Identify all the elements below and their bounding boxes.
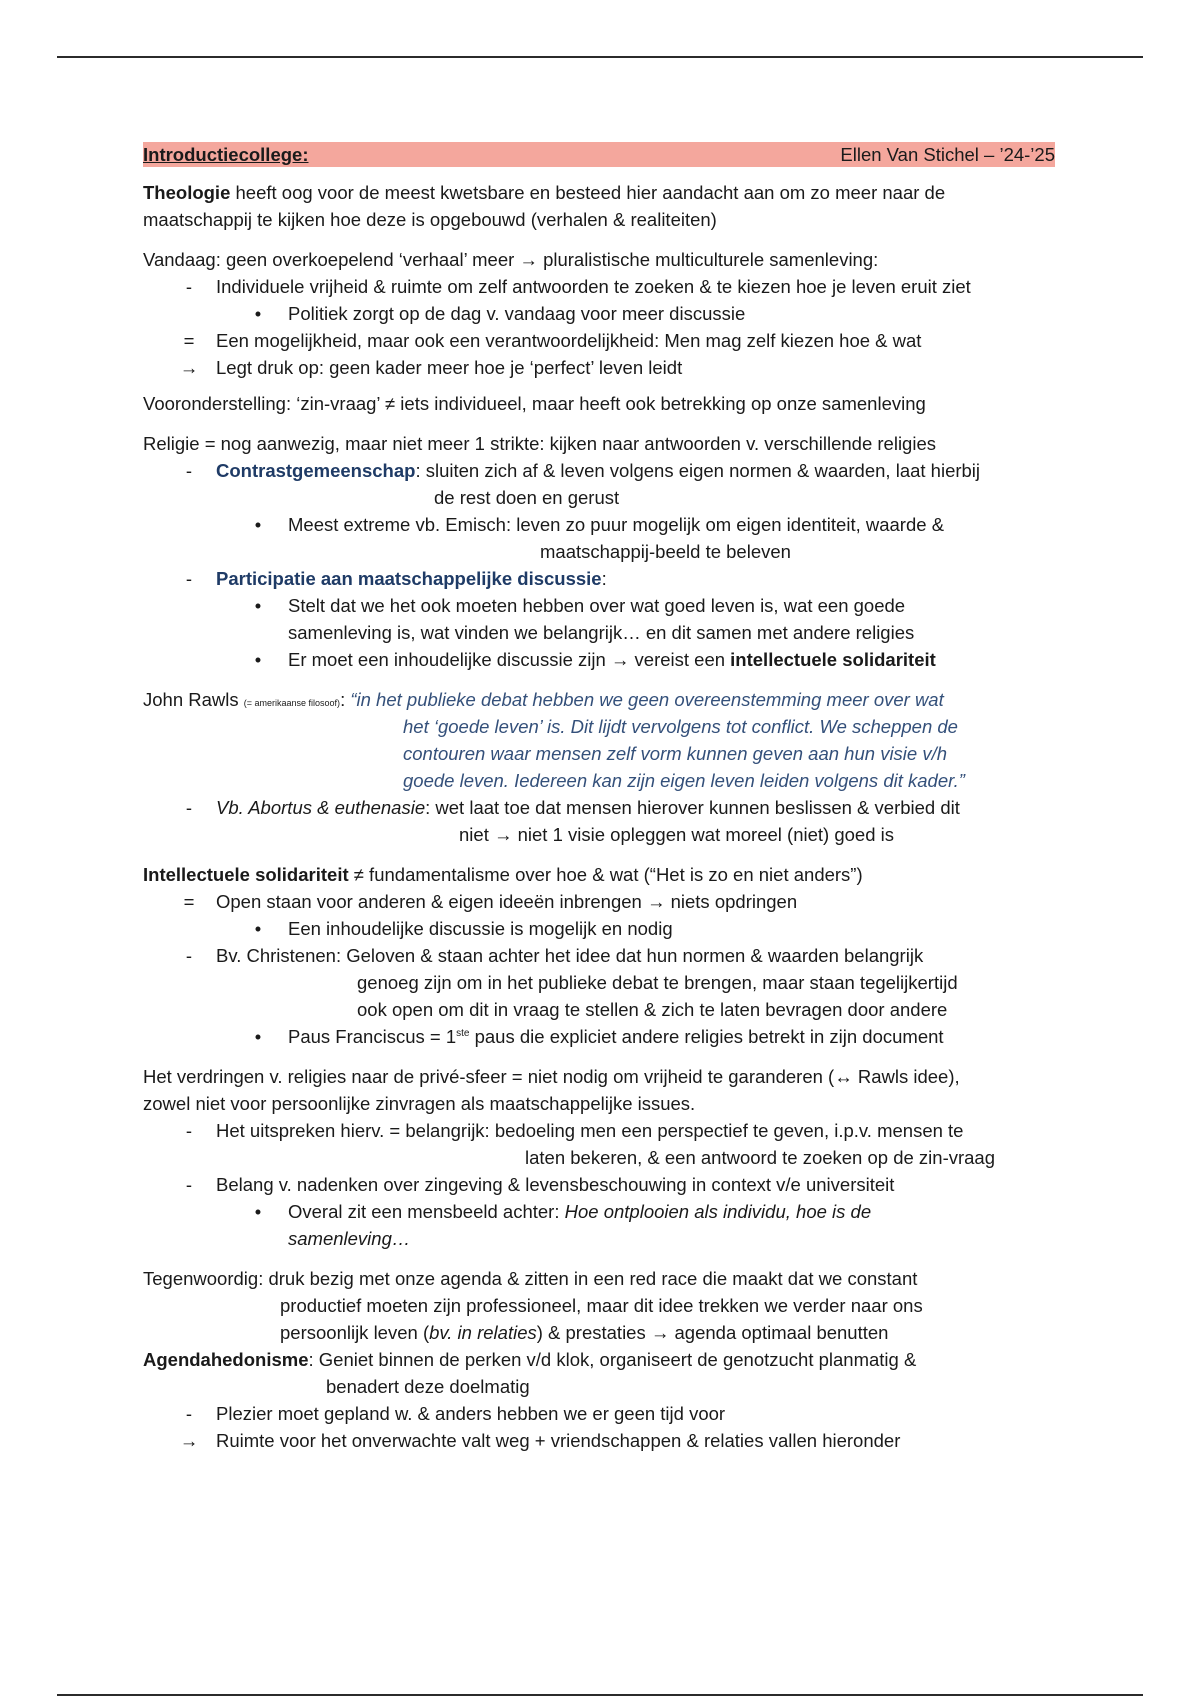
bullet-icon: • xyxy=(254,514,262,535)
paragraph-private-sphere: Het verdringen v. religies naar de privé-sfeer = niet nodig om vrijheid te garanderen (↔ Rawls idee), xyxy=(143,1066,960,1087)
bullet-icon: • xyxy=(254,918,262,939)
paragraph-religion: Religie = nog aanwezig, maar niet meer 1 strikte: kijken naar antwoorden v. verschillende religies xyxy=(143,433,936,454)
paragraph-agenda-line3: persoonlijk leven (bv. in relaties) & prestaties → agenda optimaal benutten xyxy=(280,1322,889,1343)
equals-marker: = xyxy=(183,330,195,351)
arrow-icon: → xyxy=(179,1430,199,1451)
bullet-icon: • xyxy=(254,1201,262,1222)
sub-list-item: • Overal zit een mensbeeld achter: Hoe ontplooien als individu, hoe is de xyxy=(143,1198,1055,1225)
dash-marker: - xyxy=(185,568,193,589)
sub-list-item: • Een inhoudelijke discussie is mogelijk en nodig xyxy=(143,915,1055,942)
top-rule xyxy=(57,56,1143,58)
list-item-continuation: niet → niet 1 visie opleggen wat moreel (niet) goed is xyxy=(459,824,894,845)
list-item: - Bv. Christenen: Geloven & staan achter het idee dat hun normen & waarden belangrijk xyxy=(143,942,1055,969)
dash-marker: - xyxy=(185,1174,193,1195)
sub-list-item: • Stelt dat we het ook moeten hebben over wat goed leven is, wat een goede xyxy=(143,592,1055,619)
bullet-icon: • xyxy=(254,649,262,670)
list-item: → Ruimte voor het onverwachte valt weg + vriendschappen & relaties vallen hieronder xyxy=(143,1427,1055,1454)
paragraph-theology: Theologie heeft oog voor de meest kwetsbare en besteed hier aandacht aan om zo meer naar de xyxy=(143,182,946,203)
arrow-icon: → xyxy=(179,357,199,378)
list-item: = Open staan voor anderen & eigen ideeën inbrengen → niets opdringen xyxy=(143,888,1055,915)
paragraph-assumption: Vooronderstelling: ‘zin-vraag’ ≠ iets individueel, maar heeft ook betrekking op onze samenleving xyxy=(143,393,926,414)
sub-list-item: • Meest extreme vb. Emisch: leven zo puur mogelijk om eigen identiteit, waarde & xyxy=(143,511,1055,538)
dash-marker: - xyxy=(185,1120,193,1141)
bullet-icon: • xyxy=(254,595,262,616)
list-item-continuation: ook open om dit in vraag te stellen & zich te laten bevragen door andere xyxy=(357,999,948,1020)
document-page xyxy=(143,142,1055,1454)
paragraph-theology-line2: maatschappij te kijken hoe deze is opgebouwd (verhalen & realiteiten) xyxy=(143,209,717,230)
sub-list-item-continuation: samenleving is, wat vinden we belangrijk… en dit samen met andere religies xyxy=(288,622,915,643)
list-item: - Plezier moet gepland w. & anders hebben we er geen tijd voor xyxy=(143,1400,1055,1427)
dash-marker: - xyxy=(185,945,193,966)
bottom-rule xyxy=(57,1694,1143,1696)
rawls-quote-line2: het ‘goede leven’ is. Dit lijdt vervolgens tot conflict. We scheppen de xyxy=(403,716,958,737)
sub-list-item: • Politiek zorgt op de dag v. vandaag voor meer discussie xyxy=(143,300,1055,327)
document-header xyxy=(143,142,1055,167)
bullet-icon: • xyxy=(254,303,262,324)
list-item: - Individuele vrijheid & ruimte om zelf antwoorden te zoeken & te kiezen hoe je leven eruit ziet xyxy=(143,273,1055,300)
paragraph-solidarity: Intellectuele solidariteit ≠ fundamentalisme over hoe & wat (“Het is zo en niet anders”) xyxy=(143,864,863,885)
list-item: → Legt druk op: geen kader meer hoe je ‘perfect’ leven leidt xyxy=(143,354,1055,381)
author-course-year: Ellen Van Stichel – ’24-’25 xyxy=(840,144,1055,165)
rawls-quote-line4: goede leven. Iedereen kan zijn eigen leven leiden volgens dit kader.” xyxy=(403,770,965,791)
paragraph-today: Vandaag: geen overkoepelend ‘verhaal’ meer → pluralistische multiculturele samenleving: xyxy=(143,249,879,270)
list-item: - Het uitspreken hierv. = belangrijk: bedoeling men een perspectief te geven, i.p.v. mensen te xyxy=(143,1117,1055,1144)
list-item: - Belang v. nadenken over zingeving & levensbeschouwing in context v/e universiteit xyxy=(143,1171,1055,1198)
dash-marker: - xyxy=(185,276,193,297)
dash-marker: - xyxy=(185,1403,193,1424)
bullet-icon: • xyxy=(254,1026,262,1047)
list-item-continuation: de rest doen en gerust xyxy=(434,487,620,508)
list-item: - Vb. Abortus & euthenasie: wet laat toe dat mensen hierover kunnen beslissen & verbied dit xyxy=(143,794,1055,821)
definition-continuation: benadert deze doelmatig xyxy=(326,1376,530,1397)
paragraph-agenda-line2: productief moeten zijn professioneel, maar dit idee trekken we verder naar ons xyxy=(280,1295,923,1316)
sub-list-item-continuation: samenleving… xyxy=(288,1228,411,1249)
definition-agendahedonism: Agendahedonisme: Geniet binnen de perken v/d klok, organiseert de genotzucht planmatig & xyxy=(143,1349,917,1370)
equals-marker: = xyxy=(183,891,195,912)
page-title: Introductiecollege: xyxy=(143,144,309,165)
sub-list-item-continuation: maatschappij-beeld te beleven xyxy=(540,541,791,562)
paragraph-private-sphere-line2: zowel niet voor persoonlijke zinvragen als maatschappelijke issues. xyxy=(143,1093,696,1114)
sub-list-item: • Paus Franciscus = 1ste paus die expliciet andere religies betrekt in zijn document xyxy=(143,1023,1055,1050)
list-item: - Participatie aan maatschappelijke discussie: xyxy=(143,565,1055,592)
paragraph-agenda: Tegenwoordig: druk bezig met onze agenda & zitten in een red race die maakt dat we constant xyxy=(143,1268,918,1289)
list-item-continuation: genoeg zijn om in het publieke debat te brengen, maar staan tegelijkertijd xyxy=(357,972,958,993)
list-item: = Een mogelijkheid, maar ook een verantwoordelijkheid: Men mag zelf kiezen hoe & wat xyxy=(143,327,1055,354)
dash-marker: - xyxy=(185,797,193,818)
rawls-quote-line1: John Rawls (= amerikaanse filosoof): “in het publieke debat hebben we geen overeenstemming meer over wat xyxy=(143,689,944,710)
list-item: - Contrastgemeenschap: sluiten zich af & leven volgens eigen normen & waarden, laat hierbij xyxy=(143,457,1055,484)
sub-list-item: • Er moet een inhoudelijke discussie zijn → vereist een intellectuele solidariteit xyxy=(143,646,1055,673)
rawls-quote-line3: contouren waar mensen zelf vorm kunnen geven aan hun visie v/h xyxy=(403,743,948,764)
list-item-continuation: laten bekeren, & een antwoord te zoeken op de zin-vraag xyxy=(525,1147,996,1168)
dash-marker: - xyxy=(185,460,193,481)
